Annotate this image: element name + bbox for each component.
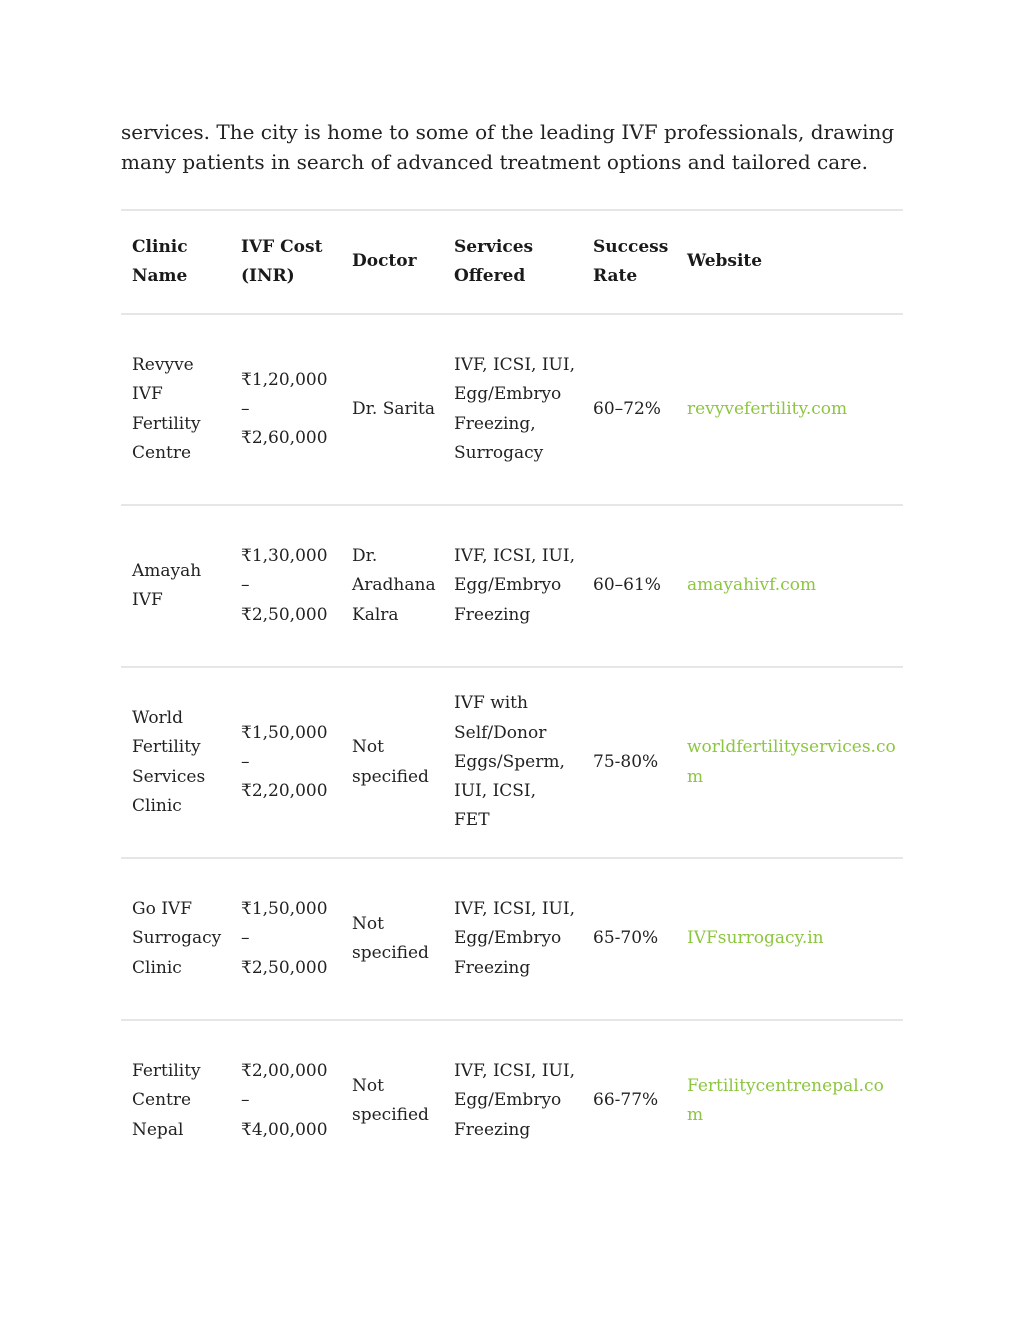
cell-doctor: Dr. Aradhana Kalra [341,505,443,667]
cell-website [676,314,903,505]
table-row [121,667,903,858]
table-row [121,505,903,667]
clinic-comparison-table [121,209,903,1181]
cell-success-rate: 60–61% [582,505,676,667]
header-ivf-cost: IVF Cost (INR) [230,210,341,314]
cell-website [676,505,903,667]
cell-doctor: Not specified [341,1020,443,1181]
cell-services: IVF, ICSI, IUI, Egg/Embryo Freezing [443,858,582,1020]
cell-clinic-name: Go IVF Surrogacy Clinic [121,858,230,1020]
cell-doctor: Not specified [341,858,443,1020]
table-header-row [121,210,903,314]
header-website: Website [676,210,903,314]
cell-clinic-name: Fertility Centre Nepal [121,1020,230,1181]
cell-ivf-cost: ₹1,50,000 – ₹2,50,000 [230,858,341,1020]
website-link[interactable]: IVFsurrogacy.in [687,928,824,949]
website-link[interactable]: Fertilitycentrenepal.com [687,1075,884,1125]
cell-ivf-cost: ₹1,50,000 – ₹2,20,000 [230,667,341,858]
website-link[interactable]: amayahivf.com [687,575,817,596]
header-doctor: Doctor [341,210,443,314]
cell-website [676,667,903,858]
cell-services: IVF with Self/Donor Eggs/Sperm, IUI, ICSI, FET [443,667,582,858]
table-row [121,314,903,505]
cell-services: IVF, ICSI, IUI, Egg/Embryo Freezing, Surrogacy [443,314,582,505]
cell-website [676,858,903,1020]
website-link[interactable]: revyvefertility.com [687,398,848,419]
cell-doctor: Not specified [341,667,443,858]
cell-clinic-name: World Fertility Services Clinic [121,667,230,858]
cell-services: IVF, ICSI, IUI, Egg/Embryo Freezing [443,1020,582,1181]
cell-services: IVF, ICSI, IUI, Egg/Embryo Freezing [443,505,582,667]
cell-success-rate: 65-70% [582,858,676,1020]
cell-doctor: Dr. Sarita [341,314,443,505]
cell-ivf-cost: ₹1,20,000 – ₹2,60,000 [230,314,341,505]
table-row [121,1020,903,1181]
cell-success-rate: 60–72% [582,314,676,505]
website-link[interactable]: worldfertilityservices.com [687,737,896,787]
header-services-offered: Services Offered [443,210,582,314]
cell-success-rate: 66-77% [582,1020,676,1181]
cell-ivf-cost: ₹1,30,000 – ₹2,50,000 [230,505,341,667]
header-clinic-name: Clinic Name [121,210,230,314]
header-success-rate: Success Rate [582,210,676,314]
intro-paragraph: services. The city is home to some of the leading IVF professionals, drawing many patients in search of advanced treatment options and tailored care. [121,120,895,174]
cell-success-rate: 75-80% [582,667,676,858]
cell-clinic-name: Amayah IVF [121,505,230,667]
table-row [121,858,903,1020]
cell-website [676,1020,903,1181]
cell-ivf-cost: ₹2,00,000 – ₹4,00,000 [230,1020,341,1181]
cell-clinic-name: Revyve IVF Fertility Centre [121,314,230,505]
